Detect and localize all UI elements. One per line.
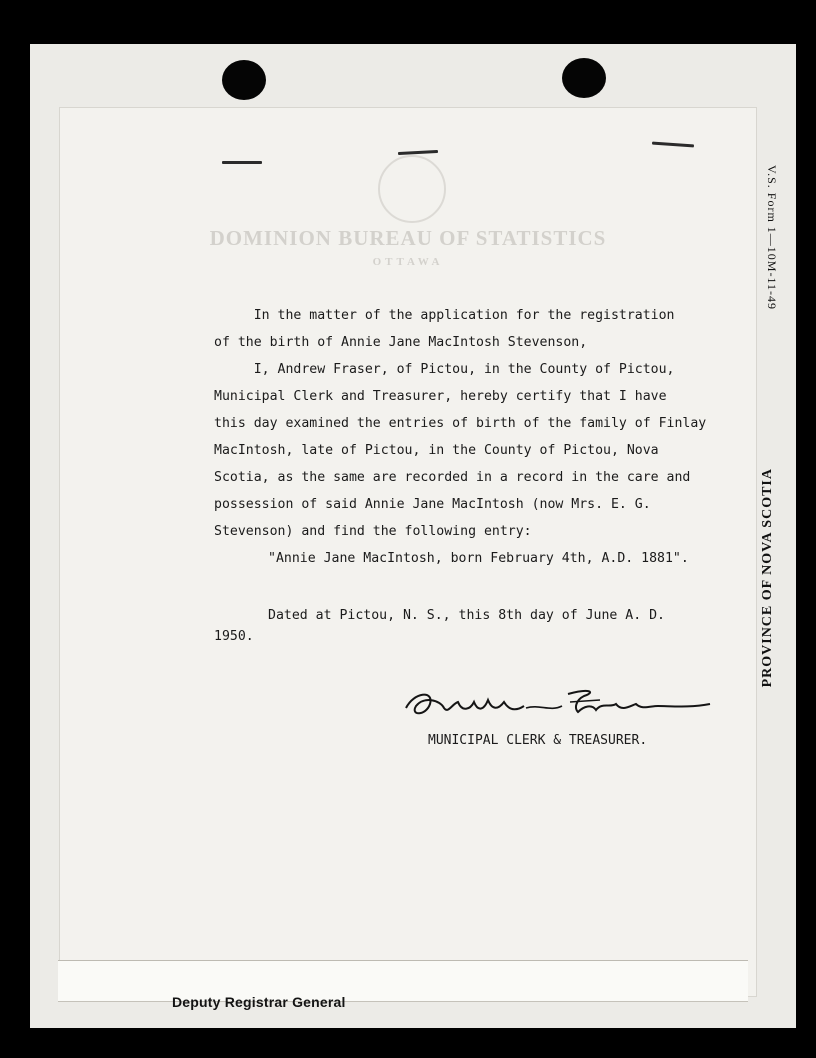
dated-line: Dated at Pictou, N. S., this 8th day of June A. D. [268, 608, 665, 623]
letter-line: I, Andrew Fraser, of Pictou, in the County of Pictou, [214, 362, 675, 377]
dated-year: 1950. [214, 629, 254, 644]
letter-line: MacIntosh, late of Pictou, in the County of Pictou, Nova [214, 443, 659, 458]
faded-bureau-title: DOMINION BUREAU OF STATISTICS [209, 226, 607, 250]
punch-hole-left [222, 60, 266, 100]
form-number: V.S. Form 1—10M-11-49 [765, 165, 779, 311]
birth-entry-quote: "Annie Jane MacIntosh, born February 4th, A.D. 1881". [268, 551, 689, 566]
staple-left [222, 161, 262, 164]
letter-line: Scotia, as the same are recorded in a record in the care and [214, 470, 691, 485]
punch-hole-right [562, 58, 606, 98]
faded-bureau-city: OTTAWA [372, 256, 444, 268]
torn-paper-edge [58, 960, 748, 1002]
letter-line: of the birth of Annie Jane MacIntosh Stevenson, [214, 335, 588, 350]
letter-line: Stevenson) and find the following entry: [214, 524, 532, 539]
province-label: PROVINCE OF NOVA SCOTIA [760, 468, 775, 688]
letter-line: this day examined the entries of birth of the family of Finlay [214, 416, 707, 431]
handwritten-signature [400, 686, 720, 728]
certificate-body [214, 302, 734, 645]
letter-line: In the matter of the application for the registration [214, 308, 675, 323]
faded-seal-emblem [378, 155, 446, 223]
letter-line: possession of said Annie Jane MacIntosh (now Mrs. E. G. [214, 497, 651, 512]
letter-line: Municipal Clerk and Treasurer, hereby certify that I have [214, 389, 667, 404]
signatory-title: MUNICIPAL CLERK & TREASURER. [428, 733, 648, 748]
deputy-registrar-label: Deputy Registrar General [172, 994, 346, 1010]
